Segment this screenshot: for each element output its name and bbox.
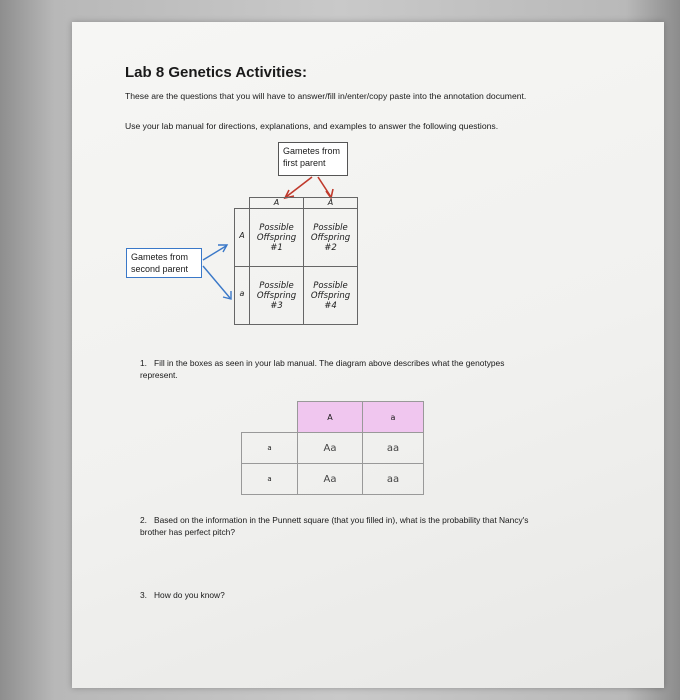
intro-text: These are the questions that you will have to answer/fill in/enter/copy paste into the annotation document.	[125, 91, 527, 101]
punnett-col-header-2: a	[363, 402, 424, 433]
question-2	[140, 514, 540, 538]
question-text: Based on the information in the Punnett square (that you filled in), what is the probability that Nancy's brother has perfect pitch?	[140, 515, 529, 537]
punnett-cell[interactable]: aa	[363, 464, 424, 495]
offspring-cell-4: Possible Offspring #4	[304, 267, 358, 325]
punnett-row-header-1: a	[242, 433, 298, 464]
punnett-cell[interactable]: Aa	[298, 433, 363, 464]
question-3	[140, 589, 440, 601]
question-text: Fill in the boxes as seen in your lab manual. The diagram above describes what the genotypes represent.	[140, 358, 505, 380]
offspring-cell-3: Possible Offspring #3	[250, 267, 304, 325]
question-number: 3.	[140, 590, 147, 600]
punnett-col-header-1: A	[298, 402, 363, 433]
question-number: 1.	[140, 358, 147, 368]
question-number: 2.	[140, 515, 147, 525]
row-gamete-1: A	[235, 209, 250, 267]
question-text: How do you know?	[154, 590, 225, 600]
punnett-row-header-2: a	[242, 464, 298, 495]
page-title: Lab 8 Genetics Activities:	[125, 64, 308, 81]
offspring-cell-1: Possible Offspring #1	[250, 209, 304, 267]
offspring-cell-2: Possible Offspring #2	[304, 209, 358, 267]
col-gamete-2: A	[304, 198, 358, 209]
genotype-diagram	[234, 197, 358, 325]
punnett-cell[interactable]: aa	[363, 433, 424, 464]
punnett-cell[interactable]: Aa	[298, 464, 363, 495]
punnett-square	[241, 401, 424, 495]
col-gamete-1: A	[250, 198, 304, 209]
instructions-text: Use your lab manual for directions, explanations, and examples to answer the following questions.	[125, 121, 499, 131]
second-parent-label: Gametes from second parent	[126, 248, 202, 278]
first-parent-label: Gametes from first parent	[278, 142, 348, 176]
question-1	[140, 357, 540, 381]
row-gamete-2: a	[235, 267, 250, 325]
